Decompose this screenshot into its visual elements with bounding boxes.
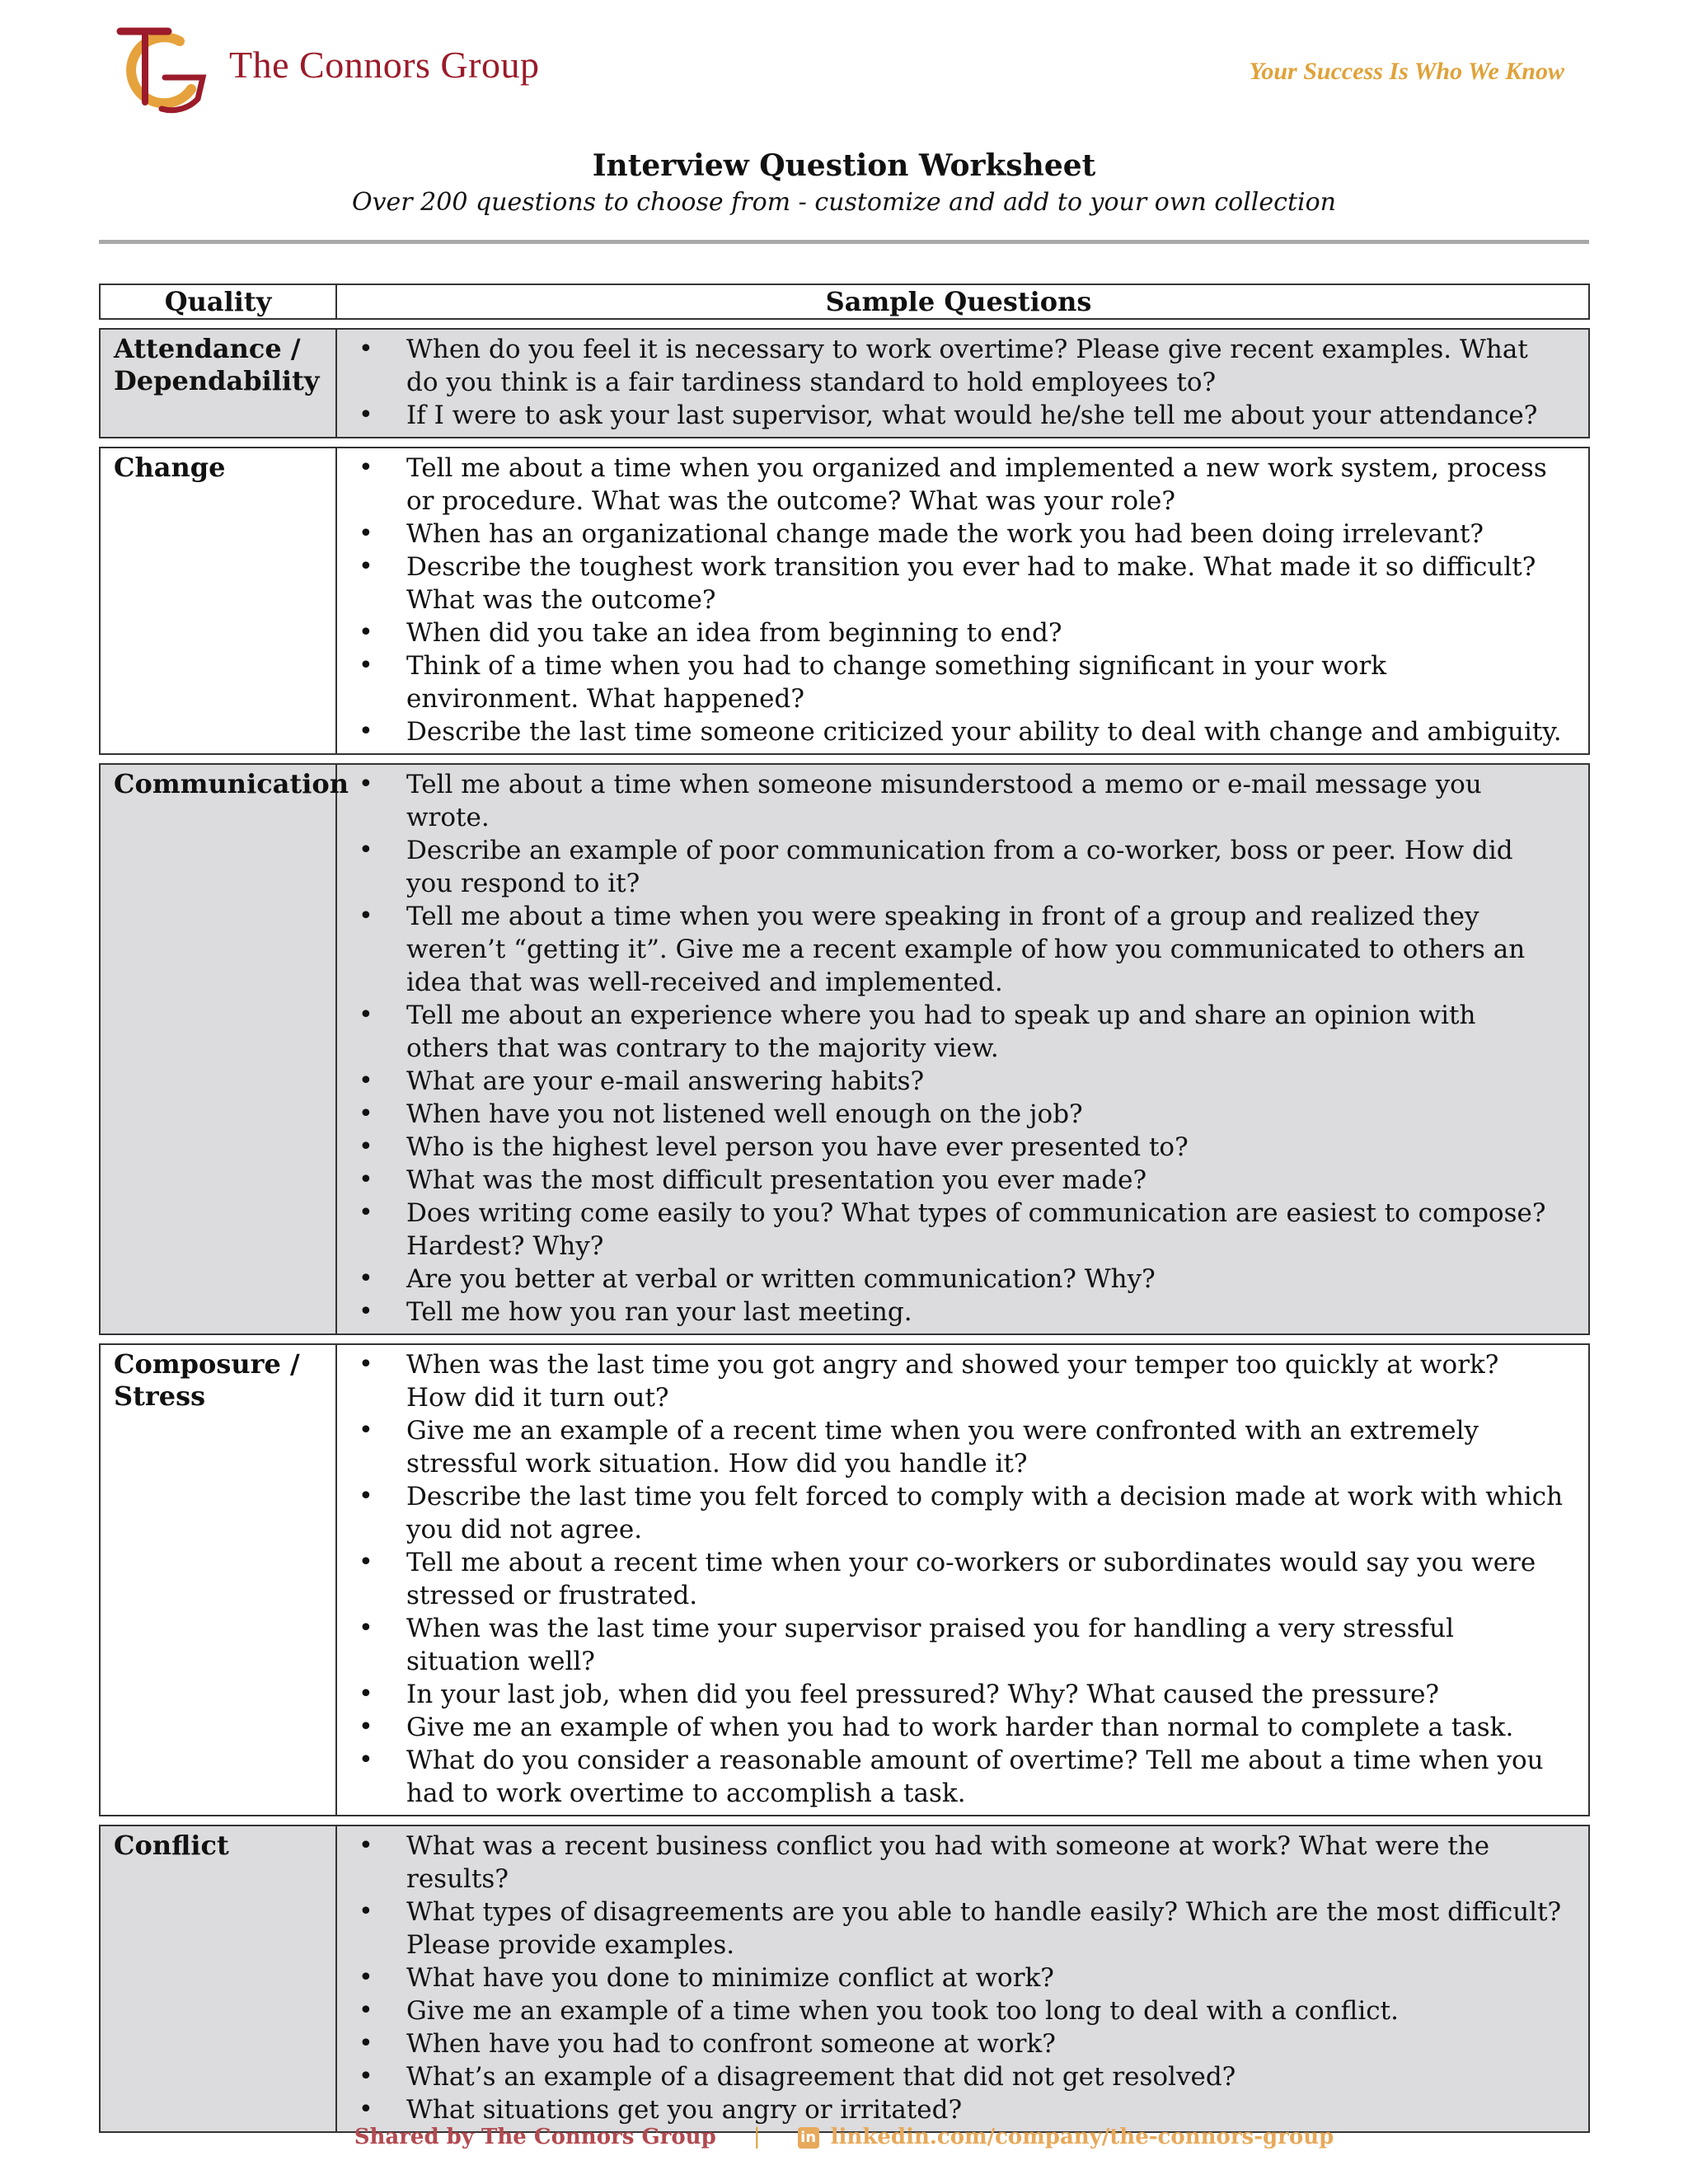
- connors-group-logo-icon: [115, 23, 214, 118]
- question-item: • In your last job, when did you feel pressured? Why? What caused the pressure?: [354, 1678, 1564, 1711]
- linkedin-link[interactable]: linkedin.com/company/the-connors-group: [830, 2125, 1334, 2149]
- question-item: • Tell me about a time when someone misunderstood a memo or e-mail message you wrote.: [354, 768, 1564, 834]
- question-list: [354, 1830, 1564, 2126]
- questions-cell: [337, 448, 1588, 753]
- question-item: • When have you had to confront someone at work?: [354, 2027, 1564, 2060]
- questions-column-header: Sample Questions: [825, 286, 1092, 317]
- quality-cell: Communication: [101, 765, 337, 1333]
- linkedin-icon: in: [798, 2127, 819, 2149]
- brand-name: The Connors Group: [229, 44, 540, 86]
- question-item: • Who is the highest level person you have ever presented to?: [354, 1131, 1564, 1164]
- question-item: • What do you consider a reasonable amount of overtime? Tell me about a time when you had to work overtime to accomplish a task.: [354, 1744, 1564, 1810]
- question-item: • Tell me about a recent time when your co-workers or subordinates would say you were stressed or frustrated.: [354, 1546, 1564, 1612]
- questions-table: [99, 284, 1590, 2141]
- footer: [0, 2125, 1688, 2149]
- quality-cell: Conflict: [101, 1826, 337, 2131]
- question-item: • Give me an example of a recent time when you were confronted with an extremely stressful work situation. How did you handle it?: [354, 1414, 1564, 1480]
- question-item: • Describe an example of poor communication from a co-worker, boss or peer. How did you respond to it?: [354, 834, 1564, 900]
- table-row: [99, 328, 1590, 438]
- table-body: [99, 328, 1590, 2133]
- question-item: • Tell me about an experience where you had to speak up and share an opinion with others that was contrary to the majority view.: [354, 999, 1564, 1065]
- question-item: • Are you better at verbal or written communication? Why?: [354, 1263, 1564, 1296]
- questions-cell: [337, 330, 1588, 437]
- questions-cell: [337, 765, 1588, 1333]
- questions-cell: [337, 1826, 1588, 2131]
- questions-cell: [337, 1345, 1588, 1815]
- question-item: • If I were to ask your last supervisor, what would he/she tell me about your attendance?: [354, 399, 1564, 432]
- question-item: • What situations get you angry or irritated?: [354, 2093, 1564, 2126]
- question-item: • Think of a time when you had to change something significant in your work environment. What happened?: [354, 649, 1564, 715]
- question-item: • Tell me about a time when you were speaking in front of a group and realized they weren’t “getting it”. Give me a recent example of how you communicated to others an idea that was well-received and implemented.: [354, 900, 1564, 999]
- table-row: [99, 1343, 1590, 1816]
- footer-shared-by: Shared by The Connors Group: [354, 2125, 716, 2149]
- question-item: • What have you done to minimize conflict at work?: [354, 1961, 1564, 1994]
- footer-separator: |: [753, 2125, 761, 2149]
- question-list: [354, 1348, 1564, 1810]
- table-row: [99, 447, 1590, 755]
- question-item: • Describe the toughest work transition you ever had to make. What made it so difficult? What was the outcome?: [354, 551, 1564, 616]
- question-item: • Tell me about a time when you organized and implemented a new work system, process or procedure. What was the outcome? What was your role?: [354, 452, 1564, 518]
- question-item: • Give me an example of a time when you took too long to deal with a conflict.: [354, 1994, 1564, 2027]
- question-item: • When was the last time you got angry and showed your temper too quickly at work? How did it turn out?: [354, 1348, 1564, 1414]
- question-item: • Describe the last time you felt forced to comply with a decision made at work with which you did not agree.: [354, 1480, 1564, 1546]
- quality-cell: Change: [101, 448, 337, 753]
- header-divider: [99, 240, 1589, 244]
- question-list: [354, 452, 1564, 748]
- question-item: • What was the most difficult presentation you ever made?: [354, 1164, 1564, 1197]
- question-item: • What was a recent business conflict you had with someone at work? What were the results?: [354, 1830, 1564, 1896]
- question-item: • What are your e-mail answering habits?: [354, 1065, 1564, 1098]
- question-item: • Describe the last time someone criticized your ability to deal with change and ambiguity.: [354, 715, 1564, 748]
- question-item: • What’s an example of a disagreement that did not get resolved?: [354, 2060, 1564, 2093]
- question-item: • Give me an example of when you had to work harder than normal to complete a task.: [354, 1711, 1564, 1744]
- question-list: [354, 333, 1564, 432]
- question-list: [354, 768, 1564, 1329]
- question-item: • Tell me how you ran your last meeting.: [354, 1296, 1564, 1329]
- page-title: Interview Question Worksheet: [592, 148, 1096, 183]
- question-item: • When was the last time your supervisor praised you for handling a very stressful situation well?: [354, 1612, 1564, 1678]
- question-item: • What types of disagreements are you able to handle easily? Which are the most difficult? Please provide examples.: [354, 1896, 1564, 1961]
- tagline: Your Success Is Who We Know: [1249, 58, 1564, 85]
- table-row: [99, 763, 1590, 1335]
- page-subtitle: Over 200 questions to choose from - customize and add to your own collection: [351, 188, 1336, 217]
- table-header-row: [99, 284, 1590, 320]
- table-row: [99, 1825, 1590, 2133]
- question-item: • When do you feel it is necessary to work overtime? Please give recent examples. What do you think is a fair tardiness standard to hold employees to?: [354, 333, 1564, 399]
- question-item: • Does writing come easily to you? What types of communication are easiest to compose? Hardest? Why?: [354, 1197, 1564, 1263]
- quality-cell: Attendance / Dependability: [101, 330, 337, 437]
- question-item: • When has an organizational change made the work you had been doing irrelevant?: [354, 518, 1564, 551]
- quality-cell: Composure / Stress: [101, 1345, 337, 1815]
- question-item: • When did you take an idea from beginning to end?: [354, 616, 1564, 649]
- quality-column-header: Quality: [101, 285, 337, 318]
- question-item: • When have you not listened well enough on the job?: [354, 1098, 1564, 1131]
